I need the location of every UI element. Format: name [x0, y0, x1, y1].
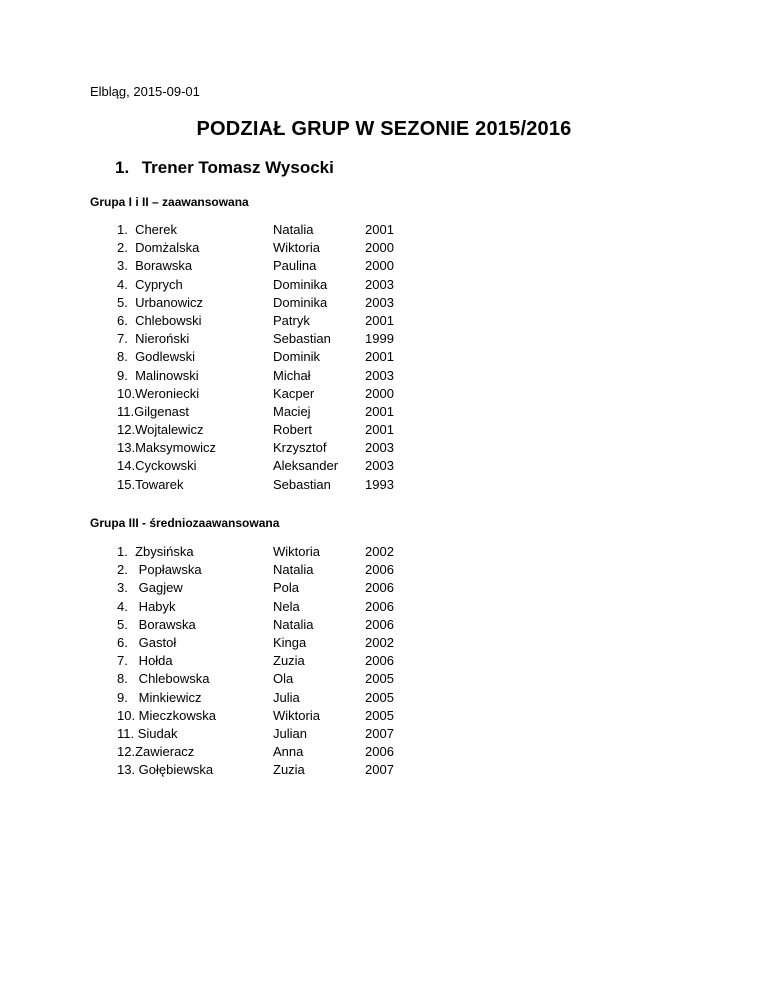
member-first-name: Nela — [273, 598, 300, 614]
member-birth-year: 2003 — [365, 367, 394, 383]
member-birth-year: 2003 — [365, 294, 394, 310]
list-item — [117, 239, 417, 257]
member-first-name: Natalia — [273, 616, 314, 632]
group-list-1 — [117, 221, 417, 494]
member-birth-year: 2003 — [365, 440, 394, 456]
list-item — [117, 367, 417, 385]
member-first-name: Julian — [273, 725, 307, 741]
member-surname: 1. Cherek — [117, 222, 177, 237]
member-surname: 2. Domżalska — [117, 240, 200, 256]
member-first-name: Dominik — [273, 349, 320, 365]
member-surname: 13.Maksymowicz — [117, 440, 216, 456]
member-first-name: Michał — [273, 367, 311, 383]
place-date: Elbląg, 2015-09-01 — [90, 84, 200, 99]
member-surname: 13. Gołębiewska — [117, 762, 214, 778]
group-heading-1: Grupa I i II – zaawansowana — [90, 195, 249, 209]
list-item — [117, 294, 417, 312]
member-first-name: Wiktoria — [273, 240, 320, 256]
member-first-name: Wiktoria — [273, 544, 320, 559]
list-item — [117, 652, 417, 670]
list-item — [117, 634, 417, 652]
member-birth-year: 2006 — [365, 580, 394, 596]
list-item — [117, 761, 417, 779]
group-list-2 — [117, 543, 417, 779]
member-first-name: Sebastian — [273, 476, 331, 492]
member-first-name: Robert — [273, 422, 313, 438]
member-surname: 12.Zawieracz — [117, 744, 195, 760]
member-surname: 11.Gilgenast — [117, 403, 190, 419]
list-item — [117, 616, 417, 634]
member-first-name: Zuzia — [273, 653, 305, 669]
member-surname: 9. Malinowski — [117, 367, 199, 383]
member-surname: 9. Minkiewicz — [117, 689, 202, 705]
member-birth-year: 2005 — [365, 689, 394, 705]
section-number: 1. — [115, 158, 130, 177]
list-item — [117, 579, 417, 597]
member-first-name: Dominika — [273, 276, 328, 292]
member-first-name: Ola — [273, 671, 294, 687]
member-surname: 15.Towarek — [117, 476, 184, 492]
list-item — [117, 348, 417, 366]
member-birth-year: 2006 — [365, 616, 394, 632]
member-birth-year: 2001 — [365, 312, 394, 328]
member-first-name: Natalia — [273, 222, 314, 237]
member-surname: 1. Zbysińska — [117, 544, 194, 559]
list-item — [117, 221, 417, 239]
member-surname: 10.Weroniecki — [117, 385, 200, 401]
member-birth-year: 2001 — [365, 422, 394, 438]
list-item — [117, 598, 417, 616]
member-surname: 5. Borawska — [117, 616, 196, 632]
list-item — [117, 276, 417, 294]
member-surname: 10. Mieczkowska — [117, 707, 216, 723]
list-item — [117, 439, 417, 457]
member-first-name: Kacper — [273, 385, 315, 401]
member-surname: 5. Urbanowicz — [117, 294, 203, 310]
member-birth-year: 2002 — [365, 634, 394, 650]
member-surname: 3. Gagjew — [117, 580, 183, 596]
list-item — [117, 421, 417, 439]
member-surname: 8. Chlebowska — [117, 671, 210, 687]
list-item — [117, 257, 417, 275]
member-surname: 14.Cyckowski — [117, 458, 197, 474]
member-first-name: Patryk — [273, 312, 310, 328]
member-first-name: Pola — [273, 580, 300, 596]
list-item — [117, 312, 417, 330]
member-birth-year: 2001 — [365, 349, 394, 365]
member-birth-year: 2001 — [365, 403, 394, 419]
list-item — [117, 385, 417, 403]
member-surname: 12.Wojtalewicz — [117, 422, 204, 438]
member-birth-year: 2006 — [365, 653, 394, 669]
list-item — [117, 561, 417, 579]
member-birth-year: 2001 — [365, 222, 394, 237]
member-birth-year: 2006 — [365, 598, 394, 614]
member-surname: 6. Chlebowski — [117, 312, 202, 328]
member-surname: 7. Hołda — [117, 653, 173, 669]
member-birth-year: 2003 — [365, 276, 394, 292]
list-item — [117, 707, 417, 725]
list-item — [117, 330, 417, 348]
member-first-name: Natalia — [273, 562, 314, 578]
member-birth-year: 2000 — [365, 258, 394, 274]
member-surname: 4. Habyk — [117, 598, 176, 614]
document-title: PODZIAŁ GRUP W SEZONIE 2015/2016 — [196, 118, 572, 140]
member-first-name: Wiktoria — [273, 707, 320, 723]
member-birth-year: 2007 — [365, 762, 394, 778]
member-surname: 6. Gastoł — [117, 634, 177, 650]
member-first-name: Paulina — [273, 258, 317, 274]
member-surname: 11. Siudak — [117, 725, 178, 741]
list-item — [117, 543, 417, 561]
list-item — [117, 743, 417, 761]
group-heading-2: Grupa III - średniozaawansowana — [90, 516, 280, 530]
member-birth-year: 2006 — [365, 744, 394, 760]
member-birth-year: 2006 — [365, 562, 394, 578]
member-first-name: Krzysztof — [273, 440, 327, 456]
member-birth-year: 2005 — [365, 671, 394, 687]
member-first-name: Aleksander — [273, 458, 339, 474]
member-first-name: Anna — [273, 744, 304, 760]
member-first-name: Maciej — [273, 403, 311, 419]
member-birth-year: 2003 — [365, 458, 394, 474]
list-item — [117, 670, 417, 688]
member-first-name: Zuzia — [273, 762, 305, 778]
section-title: Trener Tomasz Wysocki — [141, 158, 334, 177]
list-item — [117, 476, 417, 494]
section-heading — [115, 157, 334, 179]
member-surname: 7. Nieroński — [117, 331, 190, 347]
member-first-name: Kinga — [273, 634, 307, 650]
list-item — [117, 725, 417, 743]
member-first-name: Dominika — [273, 294, 328, 310]
member-surname: 8. Godlewski — [117, 349, 196, 365]
member-surname: 3. Borawska — [117, 258, 193, 274]
member-birth-year: 2000 — [365, 240, 394, 256]
member-birth-year: 1993 — [365, 476, 394, 492]
list-item — [117, 403, 417, 421]
member-surname: 2. Popławska — [117, 562, 202, 578]
member-birth-year: 2007 — [365, 725, 394, 741]
member-birth-year: 2005 — [365, 707, 394, 723]
member-birth-year: 2000 — [365, 385, 394, 401]
member-first-name: Julia — [273, 689, 300, 705]
member-birth-year: 2002 — [365, 544, 394, 559]
member-birth-year: 1999 — [365, 331, 394, 347]
member-surname: 4. Cyprych — [117, 276, 183, 292]
list-item — [117, 457, 417, 475]
member-first-name: Sebastian — [273, 331, 331, 347]
list-item — [117, 689, 417, 707]
